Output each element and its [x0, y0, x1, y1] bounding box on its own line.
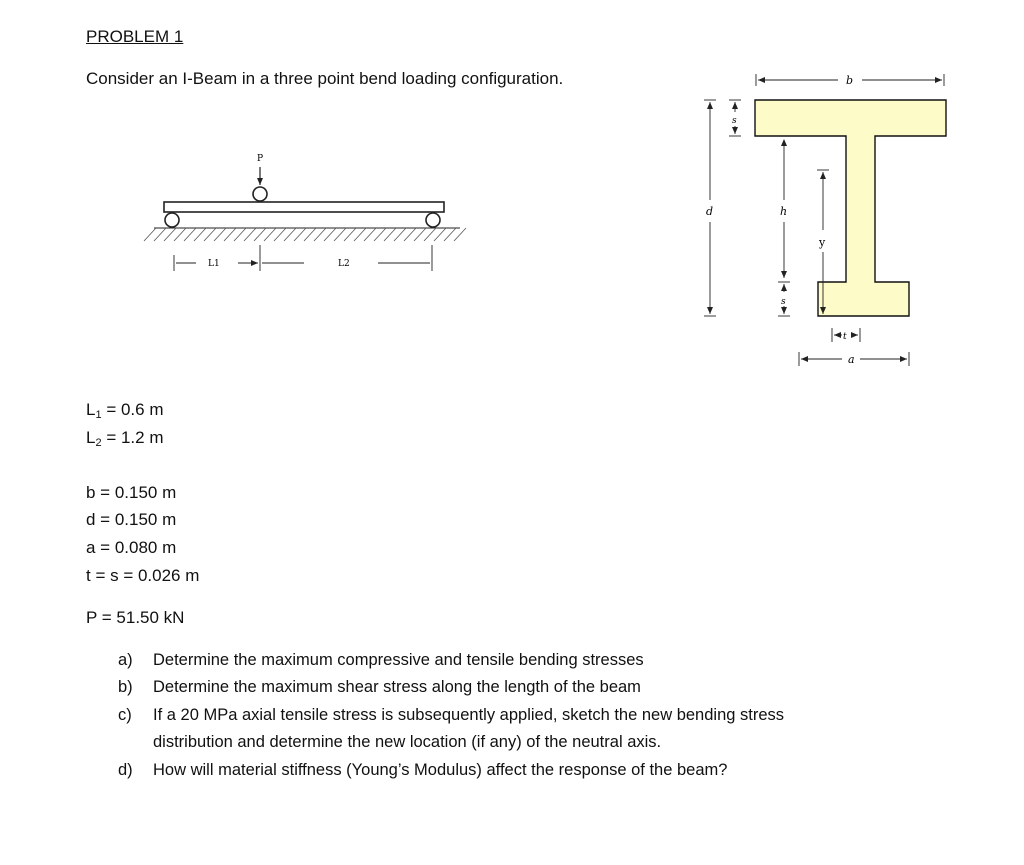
problem-intro: Consider an I-Beam in a three point bend loading configuration.: [86, 69, 564, 88]
d-label: d: [706, 205, 714, 218]
s-bottom-label: s: [781, 297, 786, 307]
b-label: b: [846, 74, 854, 87]
l2-param: [86, 428, 163, 449]
h-label: h: [780, 205, 788, 218]
question-a-text: Determine the maximum compressive and tensile bending stresses: [153, 651, 644, 669]
l2-name: L: [86, 428, 96, 447]
ground-hatching: [144, 228, 466, 241]
i-beam-cross-section: [690, 60, 970, 380]
question-c-text-line1: If a 20 MPa axial tensile stress is subsequently applied, sketch the new bending stress: [153, 706, 785, 724]
a-label: a: [848, 353, 855, 366]
load-value: P = 51.50 kN: [86, 608, 185, 627]
l2-sub: 2: [95, 437, 102, 449]
l1-sub: 1: [95, 409, 102, 421]
dim-d: d = 0.150 m: [86, 510, 177, 529]
question-d-label: d): [118, 761, 133, 779]
dim-t-s: t = s = 0.026 m: [86, 566, 200, 585]
dim-a: a = 0.080 m: [86, 538, 177, 557]
three-point-bend-diagram: [140, 145, 480, 275]
right-support-roller: [426, 213, 440, 227]
load-roller: [253, 187, 267, 201]
s-top-label: s: [732, 116, 737, 126]
y-label: y: [819, 236, 826, 249]
question-a-label: a): [118, 651, 133, 669]
l1-value: = 0.6 m: [101, 400, 164, 419]
problem-title: PROBLEM 1: [86, 27, 184, 46]
question-b-text: Determine the maximum shear stress along the length of the beam: [153, 678, 641, 696]
l1-param: [86, 400, 163, 421]
question-c-text-line2: distribution and determine the new location (if any) of the neutral axis.: [153, 733, 662, 751]
left-support-roller: [165, 213, 179, 227]
l2-value: = 1.2 m: [101, 428, 164, 447]
dim-b: b = 0.150 m: [86, 483, 177, 502]
question-c-label: c): [118, 706, 132, 724]
beam-body: [164, 202, 444, 212]
l1-name: L: [86, 400, 96, 419]
span1-label: L1: [208, 259, 220, 269]
load-label: P: [257, 154, 264, 164]
t-label: t: [843, 332, 847, 342]
question-d-text: How will material stiffness (Young’s Modulus) affect the response of the beam?: [153, 761, 728, 779]
question-b-label: b): [118, 678, 133, 696]
span2-label: L2: [338, 259, 350, 269]
